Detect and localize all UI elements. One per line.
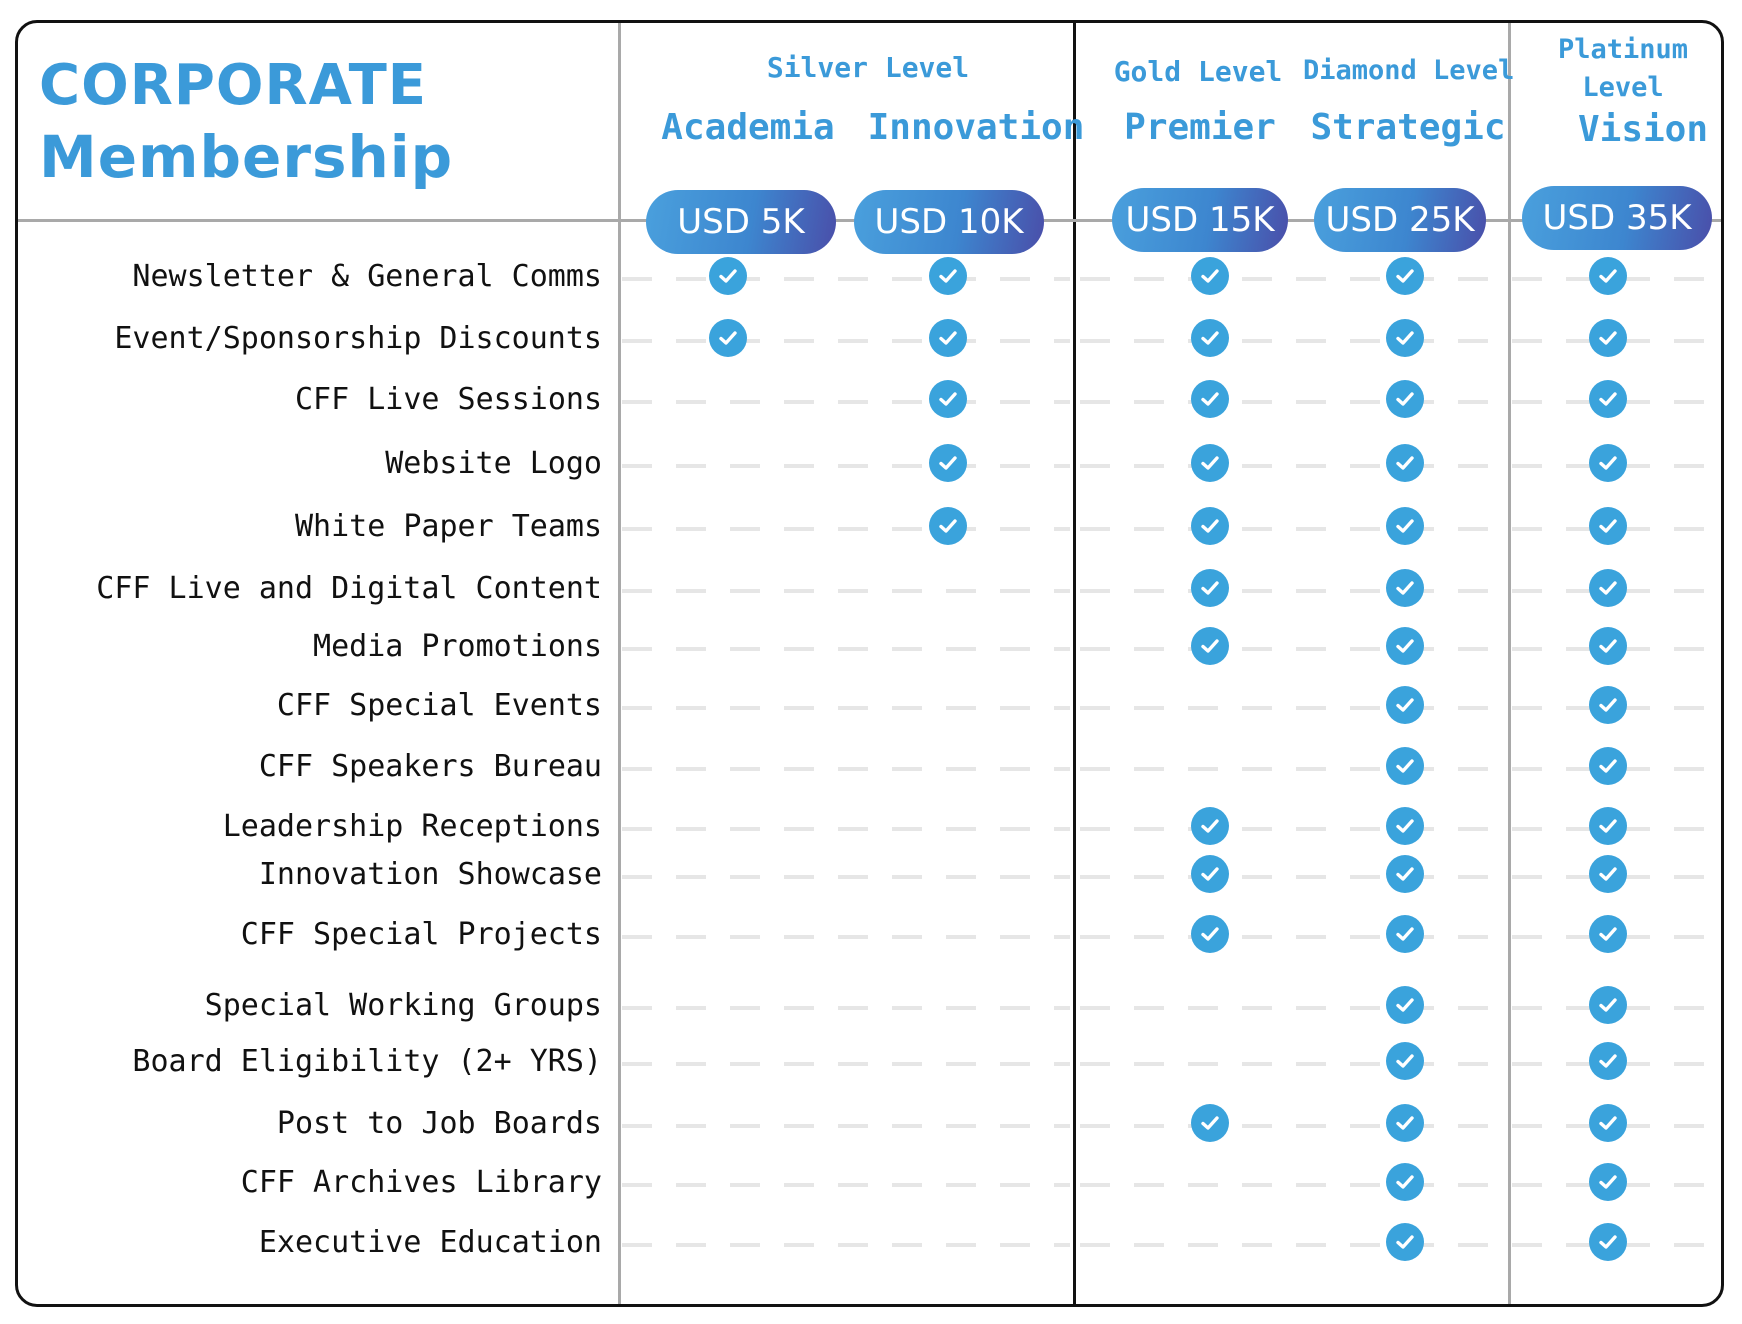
- check-circle-icon: [1589, 686, 1627, 724]
- check-circle-icon: [1589, 807, 1627, 845]
- check-circle-icon: [1386, 1104, 1424, 1142]
- check-circle-icon: [1589, 855, 1627, 893]
- membership-card: [15, 20, 1724, 1307]
- tier-name-strategic: Strategic: [1310, 107, 1506, 148]
- check-circle-icon: [1386, 627, 1424, 665]
- row-guide-line: [622, 1183, 1070, 1187]
- row-guide-line: [622, 339, 1070, 343]
- check-circle-icon: [1191, 380, 1229, 418]
- row-guide-line: [622, 935, 1070, 939]
- feature-row: [18, 313, 1724, 367]
- title-line-1: CORPORATE: [39, 53, 428, 118]
- check-circle-icon: [929, 507, 967, 545]
- check-circle-icon: [1191, 855, 1229, 893]
- check-circle-icon: [1589, 1042, 1627, 1080]
- feature-label: CFF Special Events: [276, 688, 602, 723]
- row-guide-line: [622, 589, 1070, 593]
- row-guide-line: [622, 400, 1070, 404]
- feature-label: CFF Live Sessions: [294, 382, 602, 417]
- tier-name-innovation: Innovation: [867, 107, 1085, 148]
- check-circle-icon: [709, 319, 747, 357]
- row-guide-line: [622, 706, 1070, 710]
- check-circle-icon: [1386, 855, 1424, 893]
- row-guide-line: [622, 527, 1070, 531]
- row-guide-line: [622, 277, 1070, 281]
- check-circle-icon: [1191, 1104, 1229, 1142]
- tier-name-vision: Vision: [1577, 109, 1709, 150]
- check-circle-icon: [1386, 444, 1424, 482]
- check-circle-icon: [1191, 257, 1229, 295]
- feature-label: CFF Archives Library: [240, 1165, 602, 1200]
- feature-label: Post to Job Boards: [276, 1106, 602, 1141]
- check-circle-icon: [1191, 507, 1229, 545]
- feature-row: [18, 1098, 1724, 1152]
- feature-row: [18, 909, 1724, 963]
- feature-row: [18, 980, 1724, 1034]
- check-circle-icon: [1589, 1223, 1627, 1261]
- price-vision: USD 35K: [1522, 186, 1712, 250]
- feature-row: [18, 680, 1724, 734]
- feature-label: Event/Sponsorship Discounts: [114, 321, 602, 356]
- check-circle-icon: [929, 257, 967, 295]
- check-circle-icon: [1589, 319, 1627, 357]
- feature-row: [18, 1157, 1724, 1211]
- check-circle-icon: [1589, 569, 1627, 607]
- row-guide-line: [622, 1124, 1070, 1128]
- row-guide-line: [622, 875, 1070, 879]
- feature-label: Special Working Groups: [204, 988, 602, 1023]
- check-circle-icon: [1589, 915, 1627, 953]
- feature-label: Innovation Showcase: [258, 857, 602, 892]
- feature-row: [18, 741, 1724, 795]
- check-circle-icon: [1191, 807, 1229, 845]
- feature-row: [18, 251, 1724, 305]
- row-guide-line: [622, 827, 1070, 831]
- feature-label: Leadership Receptions: [222, 809, 602, 844]
- check-circle-icon: [1191, 569, 1229, 607]
- feature-row: [18, 801, 1724, 855]
- check-circle-icon: [1589, 257, 1627, 295]
- check-circle-icon: [1589, 380, 1627, 418]
- check-circle-icon: [929, 444, 967, 482]
- feature-row: [18, 1217, 1724, 1271]
- check-circle-icon: [1589, 1163, 1627, 1201]
- tier-name-academia: Academia: [661, 107, 835, 148]
- check-circle-icon: [1589, 507, 1627, 545]
- feature-row: [18, 438, 1724, 492]
- row-guide-line: [622, 464, 1070, 468]
- feature-label: CFF Speakers Bureau: [258, 749, 602, 784]
- price-strategic: USD 25K: [1314, 188, 1486, 252]
- check-circle-icon: [1589, 627, 1627, 665]
- check-circle-icon: [1386, 747, 1424, 785]
- price-premier: USD 15K: [1112, 188, 1288, 252]
- price-innovation: USD 10K: [854, 190, 1044, 254]
- level-gold: Gold Level: [1113, 55, 1283, 88]
- feature-row: [18, 1036, 1724, 1090]
- check-circle-icon: [709, 257, 747, 295]
- check-circle-icon: [1386, 507, 1424, 545]
- title-line-2: Membership: [39, 123, 454, 191]
- check-circle-icon: [1589, 747, 1627, 785]
- feature-row: [18, 501, 1724, 555]
- check-circle-icon: [1386, 1223, 1424, 1261]
- check-circle-icon: [1386, 915, 1424, 953]
- feature-row: [18, 563, 1724, 617]
- check-circle-icon: [1386, 1163, 1424, 1201]
- check-circle-icon: [1589, 1104, 1627, 1142]
- row-guide-line: [622, 767, 1070, 771]
- row-guide-line: [622, 1243, 1070, 1247]
- feature-label: Newsletter & General Comms: [132, 259, 602, 294]
- check-circle-icon: [1386, 257, 1424, 295]
- feature-label: Media Promotions: [313, 629, 602, 664]
- check-circle-icon: [1386, 986, 1424, 1024]
- feature-label: White Paper Teams: [294, 509, 602, 544]
- level-silver: Silver Level: [766, 51, 970, 84]
- check-circle-icon: [1386, 1042, 1424, 1080]
- feature-row: [18, 621, 1724, 675]
- check-circle-icon: [929, 380, 967, 418]
- check-circle-icon: [1589, 986, 1627, 1024]
- row-guide-line: [622, 1062, 1070, 1066]
- price-academia: USD 5K: [646, 190, 836, 254]
- check-circle-icon: [1386, 380, 1424, 418]
- feature-label: Board Eligibility (2+ YRS): [132, 1044, 602, 1079]
- feature-label: CFF Special Projects: [240, 917, 602, 952]
- check-circle-icon: [1386, 686, 1424, 724]
- check-circle-icon: [929, 319, 967, 357]
- check-circle-icon: [1386, 807, 1424, 845]
- check-circle-icon: [1386, 569, 1424, 607]
- check-circle-icon: [1191, 444, 1229, 482]
- check-circle-icon: [1191, 915, 1229, 953]
- row-guide-line: [622, 647, 1070, 651]
- feature-row: [18, 849, 1724, 903]
- feature-label: Website Logo: [385, 446, 602, 481]
- feature-label: Executive Education: [258, 1225, 602, 1260]
- feature-row: [18, 374, 1724, 428]
- level-platinum: Platinum Level: [1557, 34, 1689, 103]
- check-circle-icon: [1191, 627, 1229, 665]
- check-circle-icon: [1589, 444, 1627, 482]
- feature-label: CFF Live and Digital Content: [96, 571, 602, 606]
- row-guide-line: [622, 1006, 1070, 1010]
- level-diamond: Diamond Level: [1303, 55, 1515, 86]
- check-circle-icon: [1386, 319, 1424, 357]
- check-circle-icon: [1191, 319, 1229, 357]
- tier-name-premier: Premier: [1124, 107, 1276, 148]
